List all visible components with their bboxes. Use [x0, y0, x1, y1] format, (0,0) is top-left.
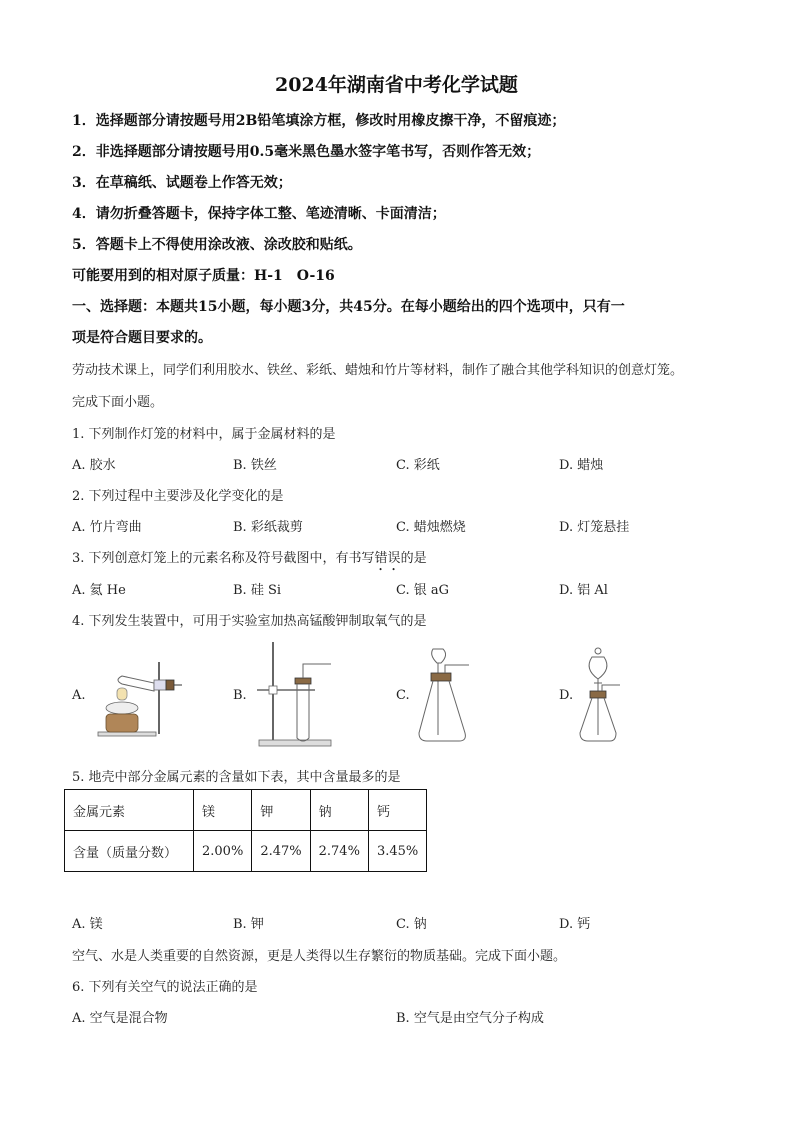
q3-option-b[interactable]: B. 硅 Si: [233, 583, 282, 598]
emphasis-dotted: 错误: [374, 551, 401, 566]
q3-option-c[interactable]: C. 银 aG: [396, 583, 450, 598]
table-cell: 含量（质量分数）: [65, 831, 194, 872]
q5-option-c[interactable]: C. 钠: [396, 917, 427, 932]
instruction-3: 3．在草稿纸、试题卷上作答无效；: [72, 175, 292, 191]
apparatus-d-separatory-funnel-flask-icon: [576, 645, 636, 745]
q4-option-c[interactable]: C.: [396, 688, 410, 703]
context-1-line1: 劳动技术课上，同学们利用胶水、铁丝、彩纸、蜡烛和竹片等材料，制作了融合其他学科知识的创意灯笼。: [72, 363, 684, 378]
q1-option-c[interactable]: C. 彩纸: [396, 458, 440, 473]
q4-option-a[interactable]: A.: [72, 688, 86, 703]
atomic-mass-note: 可能要用到的相对原子质量：H-1 O-16: [72, 268, 335, 284]
table-cell: 镁: [194, 790, 252, 831]
q5-option-b[interactable]: B. 钾: [233, 917, 264, 932]
q5-option-d[interactable]: D. 钙: [559, 917, 591, 932]
q1-option-a[interactable]: A. 胶水: [72, 458, 116, 473]
table-cell: 钙: [368, 790, 426, 831]
question-3-stem-post: 的是: [400, 551, 427, 566]
q6-option-b[interactable]: B. 空气是由空气分子构成: [396, 1011, 544, 1026]
question-3-stem: [72, 547, 427, 574]
instruction-5: 5．答题卡上不得使用涂改液、涂改胶和贴纸。: [72, 237, 362, 253]
question-4-stem: 4. 下列发生装置中，可用于实验室加热高锰酸钾制取氧气的是: [72, 614, 427, 629]
context-1-line2: 完成下面小题。: [72, 395, 164, 410]
q2-option-b[interactable]: B. 彩纸裁剪: [233, 520, 303, 535]
apparatus-b-test-tube-stand-icon: [255, 640, 335, 750]
instruction-4: 4．请勿折叠答题卡，保持字体工整、笔迹清晰、卡面清洁；: [72, 206, 446, 222]
q2-option-d[interactable]: D. 灯笼悬挂: [559, 520, 630, 535]
q5-option-a[interactable]: A. 镁: [72, 917, 103, 932]
table-row: [65, 831, 427, 872]
question-1-stem: 1. 下列制作灯笼的材料中，属于金属材料的是: [72, 427, 336, 442]
q3-option-a[interactable]: A. 氦 He: [72, 583, 126, 598]
apparatus-c-conical-flask-icon: [415, 645, 475, 745]
table-row: [65, 790, 427, 831]
q3-option-d[interactable]: D. 铝 Al: [559, 583, 608, 598]
table-cell: 钠: [310, 790, 368, 831]
q1-option-d[interactable]: D. 蜡烛: [559, 458, 604, 473]
table-cell: 2.74%: [310, 831, 368, 872]
q6-option-a[interactable]: A. 空气是混合物: [72, 1011, 168, 1026]
q1-option-b[interactable]: B. 铁丝: [233, 458, 277, 473]
question-3-stem-pre: 3. 下列创意灯笼上的元素名称及符号截图中，有书写: [72, 551, 375, 566]
table-cell: 2.47%: [252, 831, 310, 872]
q2-option-a[interactable]: A. 竹片弯曲: [72, 520, 142, 535]
table-cell: 3.45%: [368, 831, 426, 872]
question-6-stem: 6. 下列有关空气的说法正确的是: [72, 980, 258, 995]
q4-option-b[interactable]: B.: [233, 688, 247, 703]
instruction-1: 1．选择题部分请按题号用2B铅笔填涂方框，修改时用橡皮擦干净，不留痕迹；: [72, 113, 566, 129]
q4-option-d[interactable]: D.: [559, 688, 574, 703]
metal-content-table: [64, 789, 427, 872]
context-2: 空气、水是人类重要的自然资源，更是人类得以生存繁衍的物质基础。完成下面小题。: [72, 949, 567, 964]
apparatus-a-heating-tube-icon: [92, 650, 192, 742]
table-cell: 金属元素: [65, 790, 194, 831]
q2-option-c[interactable]: C. 蜡烛燃烧: [396, 520, 466, 535]
question-2-stem: 2. 下列过程中主要涉及化学变化的是: [72, 489, 284, 504]
section-heading-line2: 项是符合题目要求的。: [72, 330, 212, 346]
question-5-stem: 5. 地壳中部分金属元素的含量如下表，其中含量最多的是: [72, 770, 401, 785]
instruction-2: 2．非选择题部分请按题号用0.5毫米黑色墨水签字笔书写，否则作答无效；: [72, 144, 541, 160]
table-cell: 2.00%: [194, 831, 252, 872]
table-cell: 钾: [252, 790, 310, 831]
page-title: 2024年湖南省中考化学试题: [275, 74, 518, 96]
section-heading-line1: 一、选择题：本题共15小题，每小题3分，共45分。在每小题给出的四个选项中，只有一: [72, 299, 625, 315]
